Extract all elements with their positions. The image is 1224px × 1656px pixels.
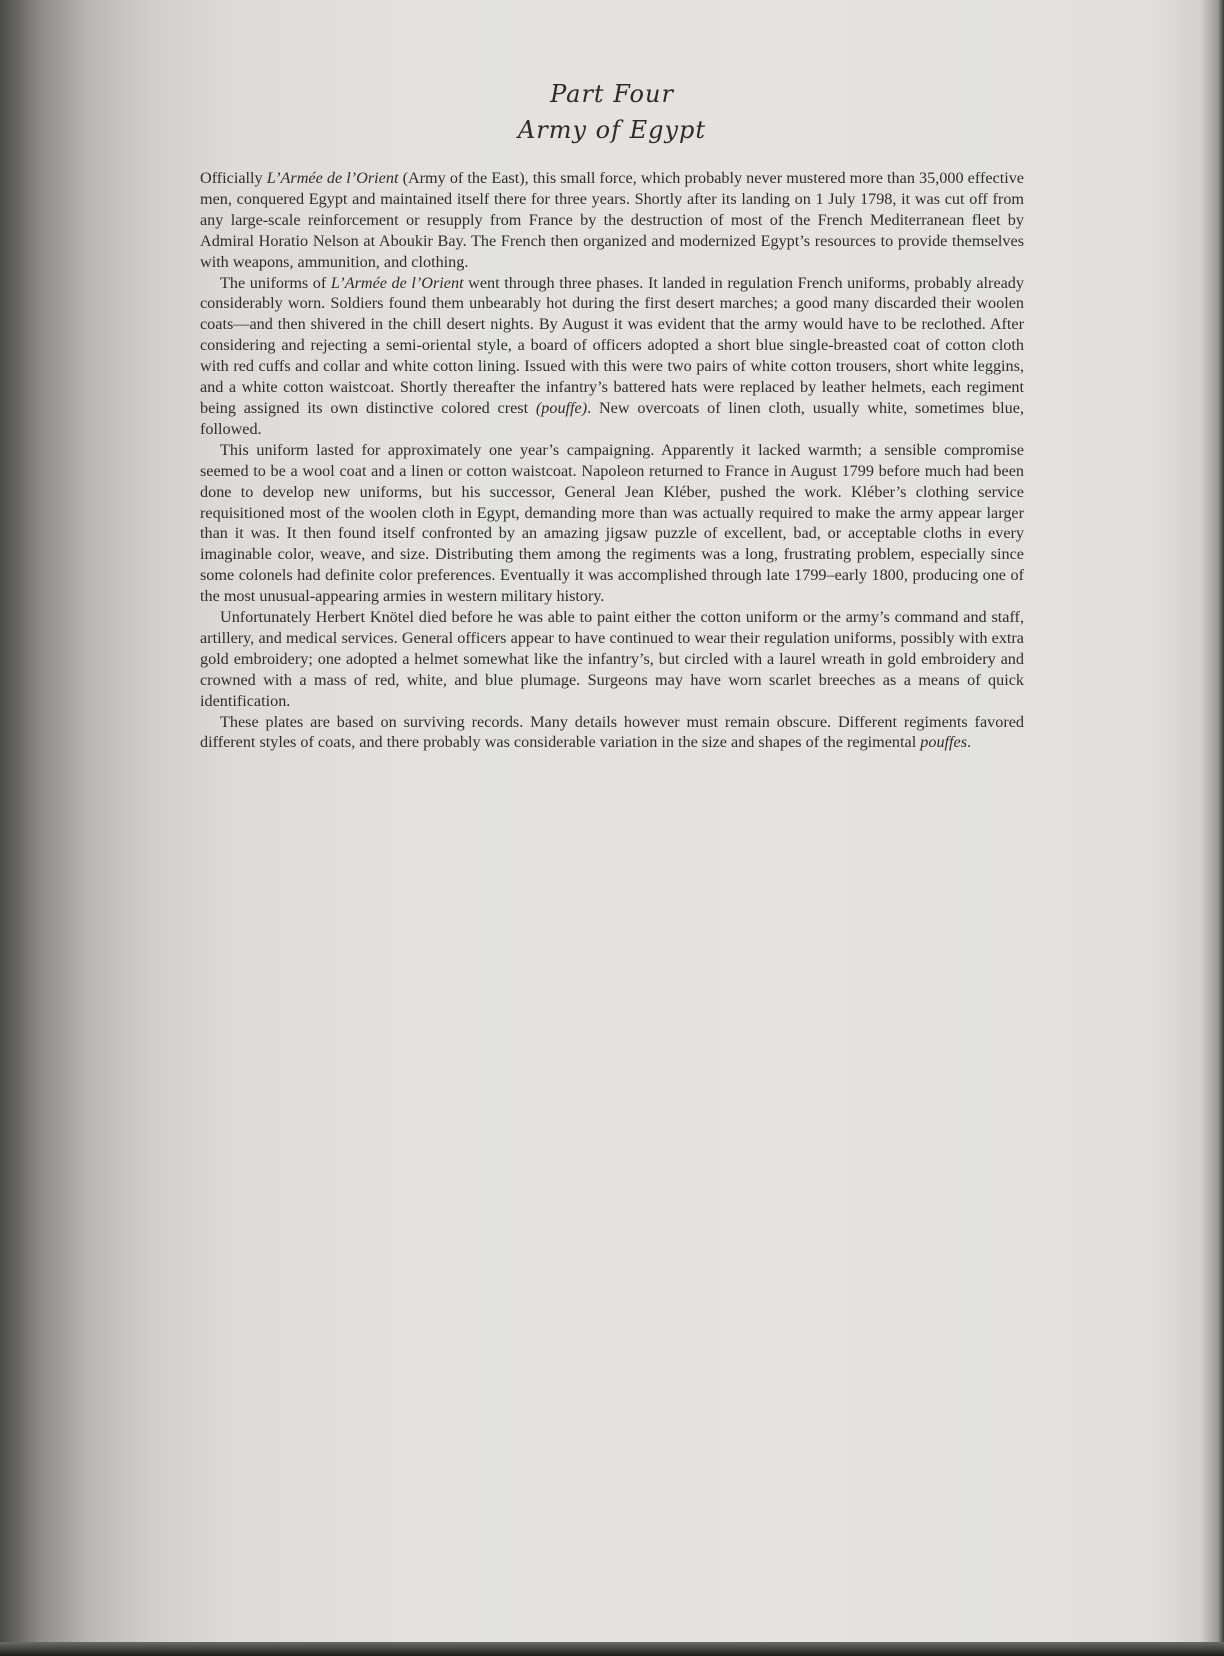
paragraph: [200, 168, 1024, 273]
italic-text: L’Armée de l’Orient: [330, 273, 464, 292]
text-run: went through three phases. It landed in regulation French uniforms, probably already considerably worn. Soldiers found them unbearably hot during the first desert marches; a good many discarded their woolen coats—and then shivered in the chill desert nights. By August it was evident that the army would have to be reclothed. After considering and rejecting a semi-oriental style, a board of officers adopted a short blue single-breasted coat of cotton cloth with red cuffs and collar and white cotton lining. Issued with this were two pairs of white cotton trousers, short white leggins, and a white cotton waistcoat. Shortly thereafter the infantry’s battered hats were replaced by leather helmets, each regiment being assigned its own distinctive colored crest: [200, 273, 1024, 417]
body-text: [200, 168, 1024, 753]
text-run: These plates are based on surviving records. Many details however must remain obscure. Different regiments favored different styles of coats, and there probably was considerable variation in the size and shapes of the regimental: [200, 712, 1024, 752]
paragraph: [200, 273, 1024, 440]
paragraph: [200, 607, 1024, 712]
section-title: Army of Egypt: [517, 116, 707, 144]
italic-text: (pouffe): [535, 398, 588, 417]
italic-text: L’Armée de l’Orient: [266, 169, 399, 187]
text-run: . New overcoats of linen cloth, usually white, sometimes blue, followed.: [200, 398, 1024, 438]
text-run: Unfortunately Herbert Knötel died before he was able to paint either the cotton uniform or the army’s command and staff, artillery, and medical services. General officers appear to have continued to wear their regulation uniforms, possibly with extra gold embroidery; one adopted a helmet somewhat like the infantry’s, but circled with a laurel wreath in gold embroidery and crowned with a mass of red, white, and blue plumage. Surgeons may have worn scarlet breeches as a means of quick identification.: [200, 608, 1024, 710]
part-heading: Part Four: [550, 80, 674, 108]
page-bottom-edge: [0, 1642, 1224, 1656]
text-run: (Army of the East), this small force, which probably never mustered more than 35,000 effective men, conquered Egypt and maintained itself there for three years. Shortly after its landing on 1 July 1798, it was cut off from any large-scale reinforcement or resupply from France by the destruction of most of the French Mediterranean fleet by Admiral Horatio Nelson at Aboukir Bay. The French then organized and modernized Egypt’s resources to provide themselves with weapons, ammunition, and clothing.: [200, 169, 1024, 271]
paragraph: [200, 440, 1024, 607]
text-run: Officially: [200, 169, 267, 187]
text-run: This uniform lasted for approximately one year’s campaigning. Apparently it lacked warmth; a sensible compromise seemed to be a wool coat and a linen or cotton waistcoat. Napoleon returned to France in August 1799 before much had been done to develop new uniforms, but his successor, General Jean Kléber, pushed the work. Kléber’s clothing service requisitioned most of the woolen cloth in Egypt, demanding more than was actually required to make the army appear larger than it was. It then found itself confronted by an amazing jigsaw puzzle of excellent, bad, or acceptable cloths in every imaginable color, weave, and size. Distributing them among the regiments was a long, frustrating problem, especially since some colonels had definite color preferences. Eventually it was accomplished through late 1799–early 1800, producing one of the most unusual-appearing armies in western military history.: [200, 440, 1024, 606]
italic-text: pouffes: [920, 733, 968, 752]
text-run: .: [967, 733, 972, 752]
text-run: The uniforms of: [220, 273, 331, 292]
paragraph: [200, 712, 1024, 754]
